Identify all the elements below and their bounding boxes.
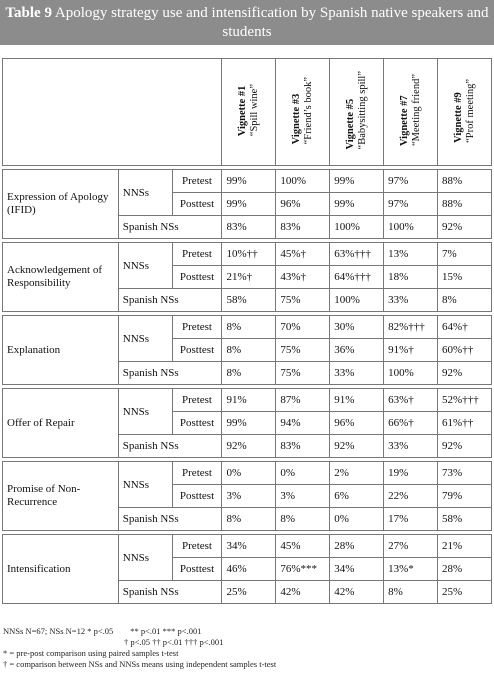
value-cell: 8% [222, 508, 276, 531]
test-label: Pretest [172, 170, 222, 193]
vignette-num: Vignette #7 [398, 95, 410, 147]
vignette-num: Vignette #1 [236, 85, 248, 137]
category-label: Offer of Repair [3, 389, 119, 458]
value-cell: 13% [384, 243, 438, 266]
test-label: Pretest [172, 243, 222, 266]
value-cell: 96% [276, 193, 330, 216]
value-cell: 8% [438, 289, 492, 312]
value-cell: 60%†† [438, 339, 492, 362]
test-label: Posttest [172, 266, 222, 289]
category-label: Explanation [3, 316, 119, 385]
value-cell: 83% [222, 216, 276, 239]
value-cell: 2% [330, 462, 384, 485]
group-label: Spanish NSs [118, 508, 222, 531]
test-label: Pretest [172, 535, 222, 558]
value-cell: 100% [384, 216, 438, 239]
header-blank [3, 59, 222, 166]
category-label: Acknowledgement of Responsibility [3, 243, 119, 312]
value-cell: 91% [330, 389, 384, 412]
value-cell: 92% [438, 216, 492, 239]
table-number: Table 9 [5, 5, 52, 21]
vignette-header [330, 59, 384, 166]
test-label: Posttest [172, 339, 222, 362]
value-cell: 18% [384, 266, 438, 289]
value-cell: 28% [330, 535, 384, 558]
vignette-name: “Prof meeting” [464, 78, 476, 143]
value-cell: 22% [384, 485, 438, 508]
value-cell: 79% [438, 485, 492, 508]
value-cell: 33% [384, 289, 438, 312]
value-cell: 0% [330, 508, 384, 531]
table-notes [3, 626, 276, 670]
value-cell: 7% [438, 243, 492, 266]
value-cell: 43%† [276, 266, 330, 289]
value-cell: 100% [330, 216, 384, 239]
vignette-num: Vignette #3 [290, 93, 302, 145]
value-cell: 92% [222, 435, 276, 458]
value-cell: 8% [222, 316, 276, 339]
vignette-num: Vignette #5 [344, 99, 356, 150]
table-row [3, 170, 492, 193]
table-row [3, 243, 492, 266]
value-cell: 91%† [384, 339, 438, 362]
apology-table [2, 58, 492, 604]
group-label: NNSs [118, 170, 172, 216]
vignette-header [438, 59, 492, 166]
vignette-name: “Friend’s book” [302, 76, 314, 145]
value-cell: 76%*** [276, 558, 330, 581]
category-label: Intensification [3, 535, 119, 604]
value-cell: 27% [384, 535, 438, 558]
value-cell: 99% [222, 193, 276, 216]
value-cell: 88% [438, 193, 492, 216]
vignette-header [276, 59, 330, 166]
vignette-header [384, 59, 438, 166]
value-cell: 97% [384, 193, 438, 216]
test-label: Posttest [172, 485, 222, 508]
value-cell: 99% [222, 412, 276, 435]
value-cell: 94% [276, 412, 330, 435]
vignette-num: Vignette #9 [452, 91, 464, 143]
value-cell: 92% [330, 435, 384, 458]
value-cell: 0% [276, 462, 330, 485]
value-cell: 42% [330, 581, 384, 604]
group-label: NNSs [118, 462, 172, 508]
test-label: Posttest [172, 412, 222, 435]
value-cell: 45% [276, 535, 330, 558]
group-label: Spanish NSs [118, 435, 222, 458]
value-cell: 63%† [384, 389, 438, 412]
value-cell: 6% [330, 485, 384, 508]
value-cell: 36% [330, 339, 384, 362]
value-cell: 91% [222, 389, 276, 412]
value-cell: 92% [438, 362, 492, 385]
value-cell: 100% [276, 170, 330, 193]
value-cell: 21% [438, 535, 492, 558]
value-cell: 82%††† [384, 316, 438, 339]
value-cell: 19% [384, 462, 438, 485]
table-row [3, 316, 492, 339]
value-cell: 34% [222, 535, 276, 558]
vignette-name: “Babysitting spill” [356, 71, 368, 150]
value-cell: 83% [276, 435, 330, 458]
value-cell: 92% [438, 435, 492, 458]
value-cell: 58% [222, 289, 276, 312]
value-cell: 3% [276, 485, 330, 508]
category-label: Promise of Non-Recurrence [3, 462, 119, 531]
value-cell: 83% [276, 216, 330, 239]
value-cell: 100% [330, 289, 384, 312]
value-cell: 87% [276, 389, 330, 412]
header-row [3, 59, 492, 166]
value-cell: 64%† [438, 316, 492, 339]
vignette-name: “Meeting friend” [410, 74, 422, 147]
value-cell: 13%* [384, 558, 438, 581]
value-cell: 15% [438, 266, 492, 289]
value-cell: 58% [438, 508, 492, 531]
value-cell: 3% [222, 485, 276, 508]
value-cell: 8% [276, 508, 330, 531]
table-row [3, 389, 492, 412]
value-cell: 88% [438, 170, 492, 193]
value-cell: 97% [384, 170, 438, 193]
value-cell: 99% [222, 170, 276, 193]
note-line-3: * = pre-post comparison using paired samples t-test [3, 648, 179, 658]
vignette-header [222, 59, 276, 166]
value-cell: 25% [438, 581, 492, 604]
table-title [0, 0, 494, 45]
value-cell: 96% [330, 412, 384, 435]
group-label: Spanish NSs [118, 216, 222, 239]
test-label: Pretest [172, 389, 222, 412]
value-cell: 10%†† [222, 243, 276, 266]
value-cell: 21%† [222, 266, 276, 289]
value-cell: 63%††† [330, 243, 384, 266]
test-label: Posttest [172, 193, 222, 216]
test-label: Pretest [172, 316, 222, 339]
group-label: Spanish NSs [118, 581, 222, 604]
note-line-4: † = comparison between NSs and NNSs means using independent samples t-test [3, 659, 277, 669]
value-cell: 75% [276, 289, 330, 312]
group-label: NNSs [118, 316, 172, 362]
category-label: Expression of Apology (IFID) [3, 170, 119, 239]
value-cell: 100% [384, 362, 438, 385]
value-cell: 61%†† [438, 412, 492, 435]
test-label: Pretest [172, 462, 222, 485]
value-cell: 70% [276, 316, 330, 339]
value-cell: 99% [330, 193, 384, 216]
vignette-name: “Spill wine” [248, 84, 260, 137]
table-caption: Apology strategy use and intensification by Spanish native speakers and students [54, 5, 489, 40]
value-cell: 99% [330, 170, 384, 193]
value-cell: 0% [222, 462, 276, 485]
value-cell: 42% [276, 581, 330, 604]
value-cell: 25% [222, 581, 276, 604]
value-cell: 8% [222, 339, 276, 362]
table-row [3, 535, 492, 558]
value-cell: 75% [276, 362, 330, 385]
value-cell: 34% [330, 558, 384, 581]
value-cell: 75% [276, 339, 330, 362]
value-cell: 33% [330, 362, 384, 385]
value-cell: 52%††† [438, 389, 492, 412]
note-line-2: † p<.05 †† p<.01 ††† p<.001 [124, 637, 224, 647]
value-cell: 33% [384, 435, 438, 458]
value-cell: 46% [222, 558, 276, 581]
value-cell: 66%† [384, 412, 438, 435]
group-label: Spanish NSs [118, 362, 222, 385]
value-cell: 28% [438, 558, 492, 581]
group-label: Spanish NSs [118, 289, 222, 312]
value-cell: 8% [384, 581, 438, 604]
note-line-1: NNSs N=67; NSs N=12 * p<.05 ** p<.01 *** p<.001 [3, 626, 202, 636]
value-cell: 17% [384, 508, 438, 531]
value-cell: 30% [330, 316, 384, 339]
test-label: Posttest [172, 558, 222, 581]
table-row [3, 462, 492, 485]
value-cell: 73% [438, 462, 492, 485]
value-cell: 45%† [276, 243, 330, 266]
value-cell: 8% [222, 362, 276, 385]
group-label: NNSs [118, 389, 172, 435]
group-label: NNSs [118, 535, 172, 581]
value-cell: 64%††† [330, 266, 384, 289]
group-label: NNSs [118, 243, 172, 289]
